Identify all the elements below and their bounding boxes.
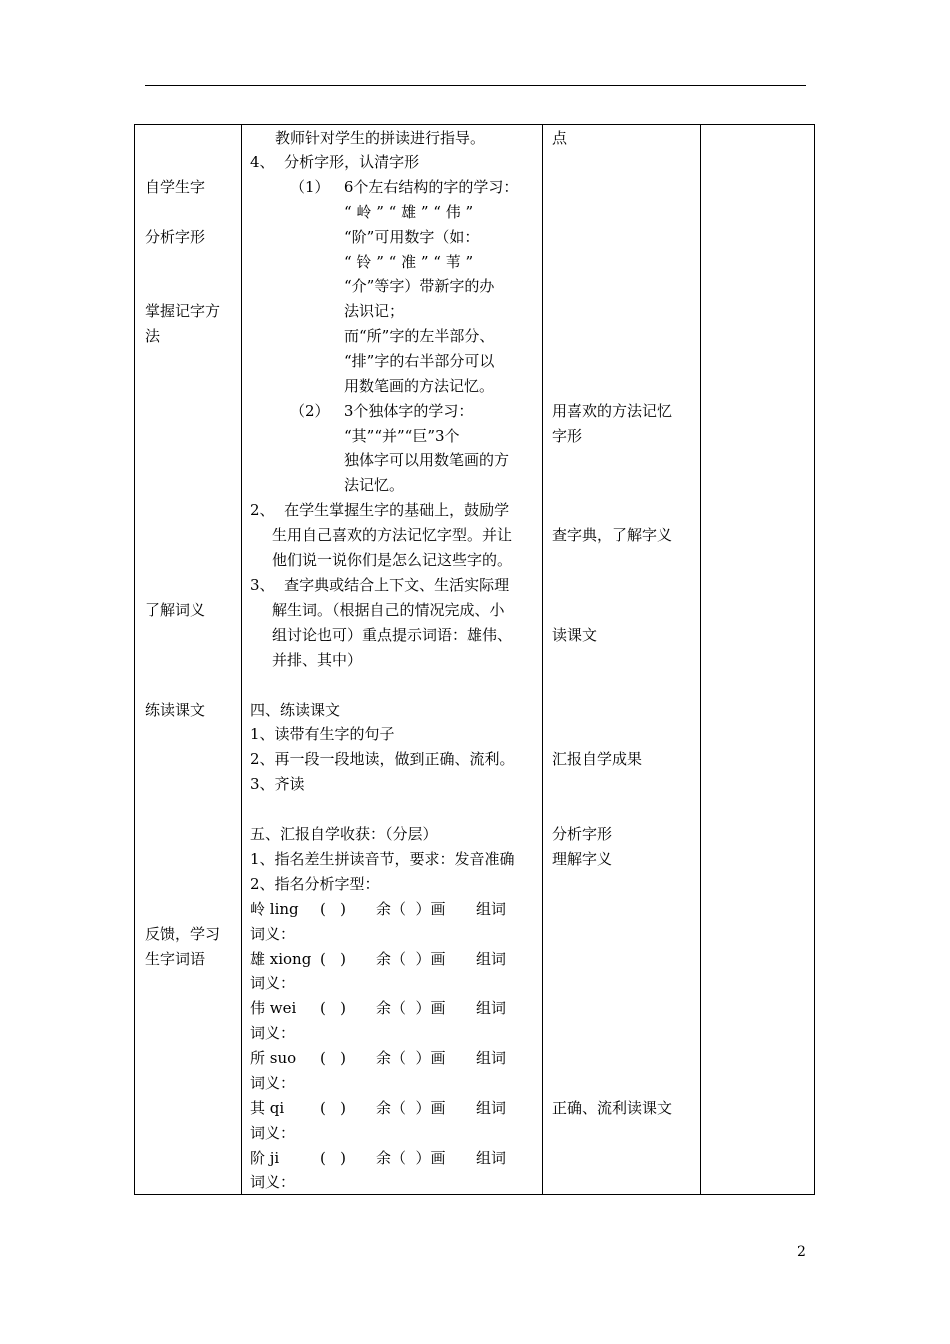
exercise-blank: ( ) bbox=[320, 900, 347, 918]
student-activity: 读课文 bbox=[552, 626, 598, 644]
exercise-strokes: 余（ ）画 bbox=[376, 950, 446, 968]
activity-line: 法记忆。 bbox=[344, 476, 405, 494]
activity-line: 用数笔画的方法记忆。 bbox=[344, 377, 495, 395]
activity-line: “ 铃 ” “ 准 ” “ 苇 ” bbox=[344, 253, 474, 271]
student-activity: 点 bbox=[552, 129, 568, 147]
stage-label: 生字词语 bbox=[145, 950, 206, 968]
exercise-blank: ( ) bbox=[320, 1149, 347, 1167]
exercise-strokes: 余（ ）画 bbox=[376, 999, 446, 1017]
activity-line: 1、指名差生拼读音节，要求：发音准确 bbox=[250, 850, 515, 868]
student-activity: 理解字义 bbox=[552, 850, 613, 868]
stage-label: 反馈，学习 bbox=[145, 925, 221, 943]
stage-label: 练读课文 bbox=[145, 701, 206, 719]
exercise-meaning: 词义： bbox=[250, 974, 296, 992]
exercise-char: 伟 wei bbox=[250, 999, 297, 1017]
exercise-char: 雄 xiong bbox=[250, 950, 312, 968]
activity-line: “阶”可用数字（如： bbox=[344, 228, 480, 246]
exercise-word: 组词 bbox=[476, 1049, 507, 1067]
exercise-word: 组词 bbox=[476, 999, 507, 1017]
exercise-word: 组词 bbox=[476, 1149, 507, 1167]
student-activity: 分析字形 bbox=[552, 825, 613, 843]
student-activity: 正确、流利读课文 bbox=[552, 1099, 673, 1117]
activity-line: 四、练读课文 bbox=[250, 701, 341, 719]
activity-line: “ 岭 ” “ 雄 ” “ 伟 ” bbox=[344, 203, 474, 221]
activity-line: “其”“并”“巨”3个 bbox=[344, 427, 460, 445]
exercise-char: 所 suo bbox=[250, 1049, 297, 1067]
exercise-blank: ( ) bbox=[320, 999, 347, 1017]
header-rule bbox=[145, 85, 806, 86]
stage-label: 分析字形 bbox=[145, 228, 206, 246]
column-divider bbox=[542, 125, 543, 1194]
activity-line: （1） 6个左右结构的字的学习： bbox=[290, 178, 519, 196]
activity-line: 独体字可以用数笔画的方 bbox=[344, 451, 510, 469]
exercise-blank: ( ) bbox=[320, 1099, 347, 1117]
activity-line: 3、齐读 bbox=[250, 775, 305, 793]
activity-line: 而“所”字的左半部分、 bbox=[344, 327, 495, 345]
activity-line: 法识记； bbox=[344, 302, 405, 320]
student-activity: 查字典，了解字义 bbox=[552, 526, 673, 544]
exercise-strokes: 余（ ）画 bbox=[376, 1049, 446, 1067]
activity-line: 2、再一段一段地读，做到正确、流利。 bbox=[250, 750, 515, 768]
exercise-meaning: 词义： bbox=[250, 1124, 296, 1142]
exercise-char: 岭 ling bbox=[250, 900, 299, 918]
activity-line: 生用自己喜欢的方法记忆字型。并让 bbox=[272, 526, 513, 544]
activity-line: 3、 查字典或结合上下文、生活实际理 bbox=[250, 576, 510, 594]
page-number: 2 bbox=[797, 1244, 806, 1260]
activity-line: 2、 在学生掌握生字的基础上，鼓励学 bbox=[250, 501, 510, 519]
activity-line: 4、 分析字形，认清字形 bbox=[250, 153, 420, 171]
exercise-meaning: 词义： bbox=[250, 1173, 296, 1191]
exercise-word: 组词 bbox=[476, 900, 507, 918]
exercise-blank: ( ) bbox=[320, 950, 347, 968]
exercise-char: 阶 ji bbox=[250, 1149, 280, 1167]
activity-line: 2、指名分析字型： bbox=[250, 875, 380, 893]
exercise-word: 组词 bbox=[476, 950, 507, 968]
exercise-strokes: 余（ ）画 bbox=[376, 1099, 446, 1117]
student-activity: 用喜欢的方法记忆 bbox=[552, 402, 673, 420]
exercise-meaning: 词义： bbox=[250, 1024, 296, 1042]
exercise-meaning: 词义： bbox=[250, 1074, 296, 1092]
column-divider bbox=[700, 125, 701, 1194]
column-divider bbox=[241, 125, 242, 1194]
activity-line: “介”等字）带新字的办 bbox=[344, 277, 495, 295]
student-activity: 字形 bbox=[552, 427, 583, 445]
exercise-char: 其 qi bbox=[250, 1099, 285, 1117]
stage-label: 了解词义 bbox=[145, 601, 206, 619]
stage-label: 法 bbox=[145, 327, 161, 345]
activity-line: “排”字的右半部分可以 bbox=[344, 352, 495, 370]
stage-label: 掌握记字方 bbox=[145, 302, 221, 320]
activity-line: 并排、其中） bbox=[272, 651, 363, 669]
activity-line: 他们说一说你们是怎么记这些字的。 bbox=[272, 551, 513, 569]
activity-line: 教师针对学生的拼读进行指导。 bbox=[275, 129, 486, 147]
activity-line: 组讨论也可）重点提示词语：雄伟、 bbox=[272, 626, 513, 644]
exercise-strokes: 余（ ）画 bbox=[376, 1149, 446, 1167]
stage-label: 自学生字 bbox=[145, 178, 206, 196]
activity-line: 1、读带有生字的句子 bbox=[250, 725, 395, 743]
exercise-meaning: 词义： bbox=[250, 925, 296, 943]
activity-line: （2） 3个独体字的学习： bbox=[290, 402, 474, 420]
activity-line: 五、汇报自学收获：（分层） bbox=[250, 825, 438, 843]
student-activity: 汇报自学成果 bbox=[552, 750, 643, 768]
exercise-strokes: 余（ ）画 bbox=[376, 900, 446, 918]
exercise-word: 组词 bbox=[476, 1099, 507, 1117]
activity-line: 解生词。（根据自己的情况完成、小 bbox=[272, 601, 505, 619]
exercise-blank: ( ) bbox=[320, 1049, 347, 1067]
